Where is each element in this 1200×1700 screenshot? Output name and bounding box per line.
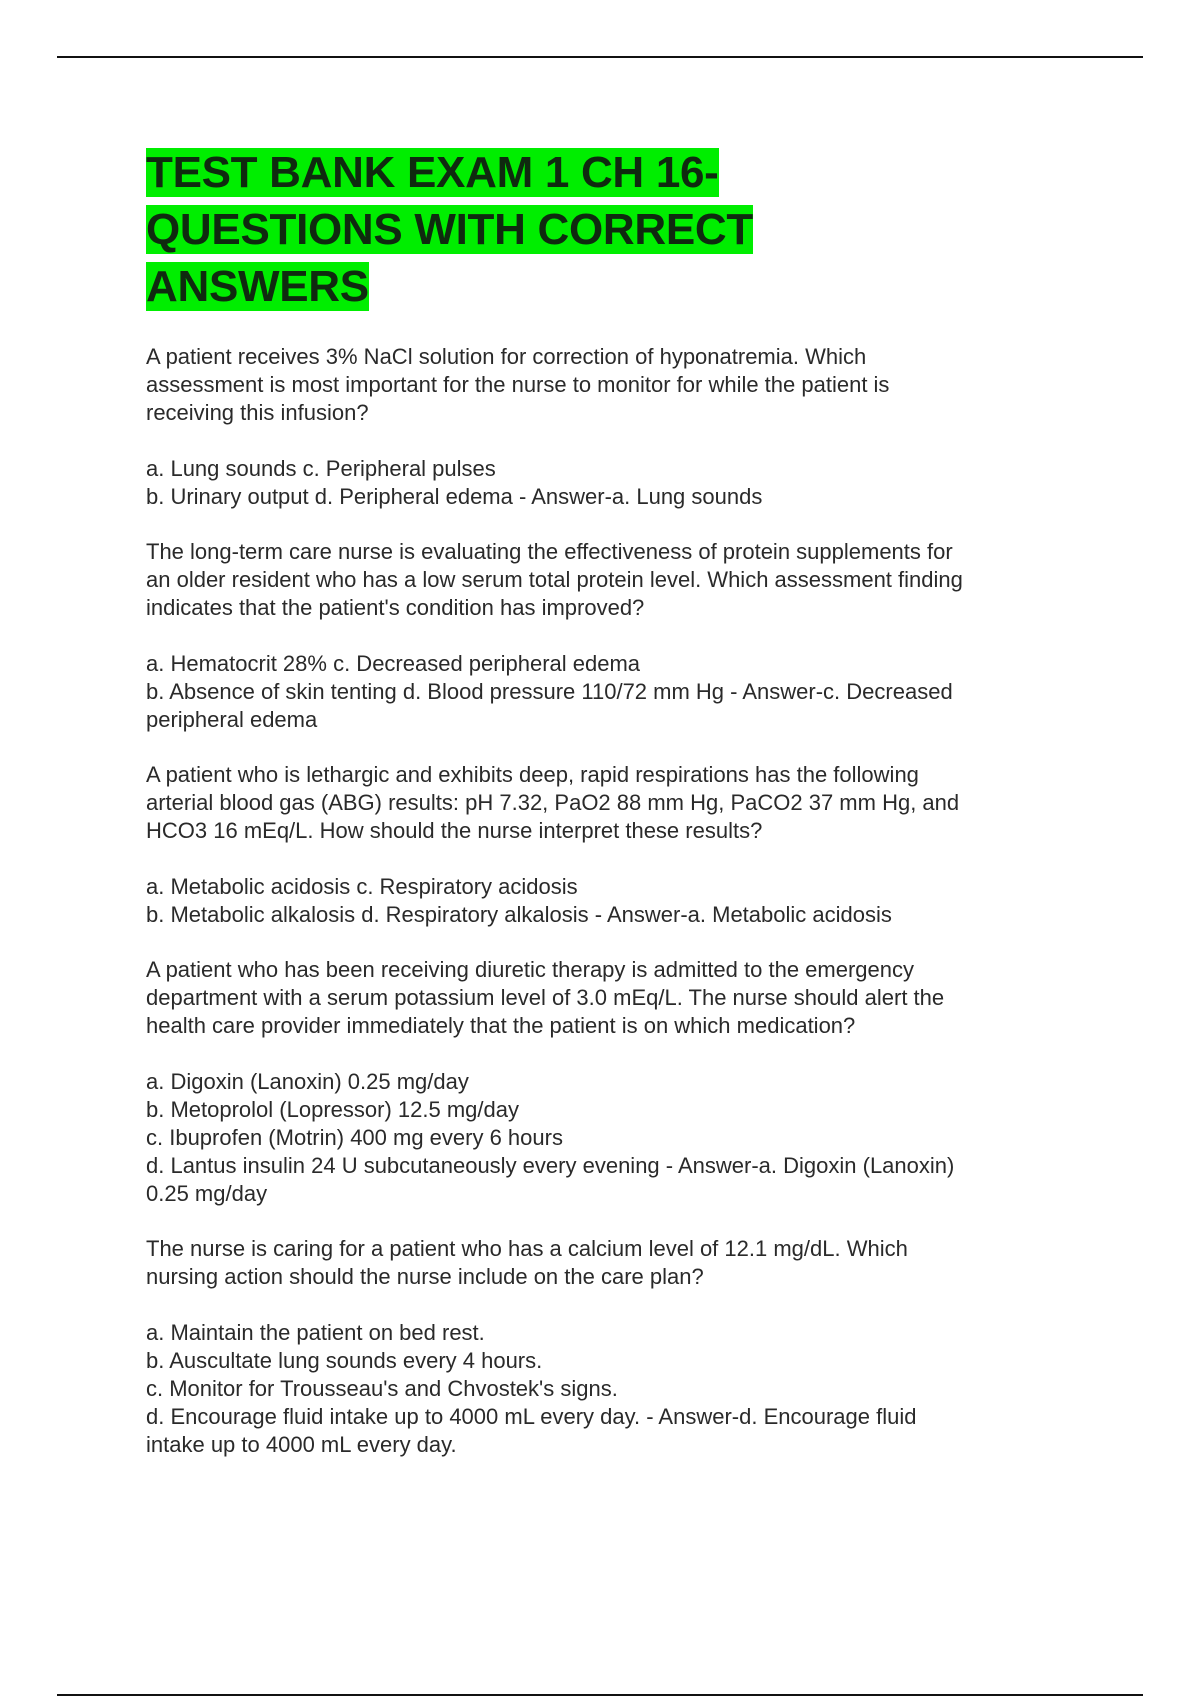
question-stem: The long-term care nurse is evaluating the effectiveness of protein supplements for an older resident who has a low serum total protein level. Which assessment finding indicates that the patient's condition has improved? <box>146 539 963 620</box>
document-title <box>146 144 1066 315</box>
question-block <box>146 761 1066 929</box>
title-line <box>146 258 1066 315</box>
question-stem: A patient receives 3% NaCl solution for correction of hyponatremia. Which assessment is most important for the nurse to monitor for while the patient is receiving this infusion? <box>146 344 890 425</box>
bottom-divider <box>57 1694 1143 1696</box>
question-options: a. Metabolic acidosis c. Respiratory acidosis b. Metabolic alkalosis d. Respiratory alkalosis - Answer-a. Metabolic acidosis <box>146 874 892 927</box>
top-divider <box>57 56 1143 58</box>
question-options: a. Maintain the patient on bed rest. b. Auscultate lung sounds every 4 hours. c. Monitor for Trousseau's and Chvostek's signs. d. Encourage fluid intake up to 4000 mL every day. - Answer-d. Encourage fluid intake up to 4000 mL every day. <box>146 1320 917 1457</box>
question-block <box>146 956 1066 1208</box>
question-stem: A patient who is lethargic and exhibits deep, rapid respirations has the following arterial blood gas (ABG) results: pH 7.32, PaO2 88 mm Hg, PaCO2 37 mm Hg, and HCO3 16 mEq/L. How should the nurse interpret these results? <box>146 762 960 843</box>
question-stem: The nurse is caring for a patient who has a calcium level of 12.1 mg/dL. Which nursing action should the nurse include on the care plan? <box>146 1236 908 1289</box>
document-body <box>146 144 1066 1486</box>
title-line-text: TEST BANK EXAM 1 CH 16- <box>146 148 719 197</box>
question-block <box>146 538 1066 734</box>
question-options: a. Hematocrit 28% c. Decreased peripheral edema b. Absence of skin tenting d. Blood pressure 110/72 mm Hg - Answer-c. Decreased peripheral edema <box>146 651 953 732</box>
title-line <box>146 144 1066 201</box>
question-block <box>146 343 1066 511</box>
title-line-text: QUESTIONS WITH CORRECT <box>146 205 753 254</box>
question-block <box>146 1235 1066 1459</box>
question-options: a. Digoxin (Lanoxin) 0.25 mg/day b. Metoprolol (Lopressor) 12.5 mg/day c. Ibuprofen (Motrin) 400 mg every 6 hours d. Lantus insulin 24 U subcutaneously every evening - Answer-a. Digoxin (Lanoxin) 0.25 mg/day <box>146 1069 955 1206</box>
title-line <box>146 201 1066 258</box>
question-options: a. Lung sounds c. Peripheral pulses b. Urinary output d. Peripheral edema - Answer-a. Lung sounds <box>146 456 763 509</box>
title-line-text: ANSWERS <box>146 262 369 311</box>
question-stem: A patient who has been receiving diuretic therapy is admitted to the emergency department with a serum potassium level of 3.0 mEq/L. The nurse should alert the health care provider immediately that the patient is on which medication? <box>146 957 945 1038</box>
